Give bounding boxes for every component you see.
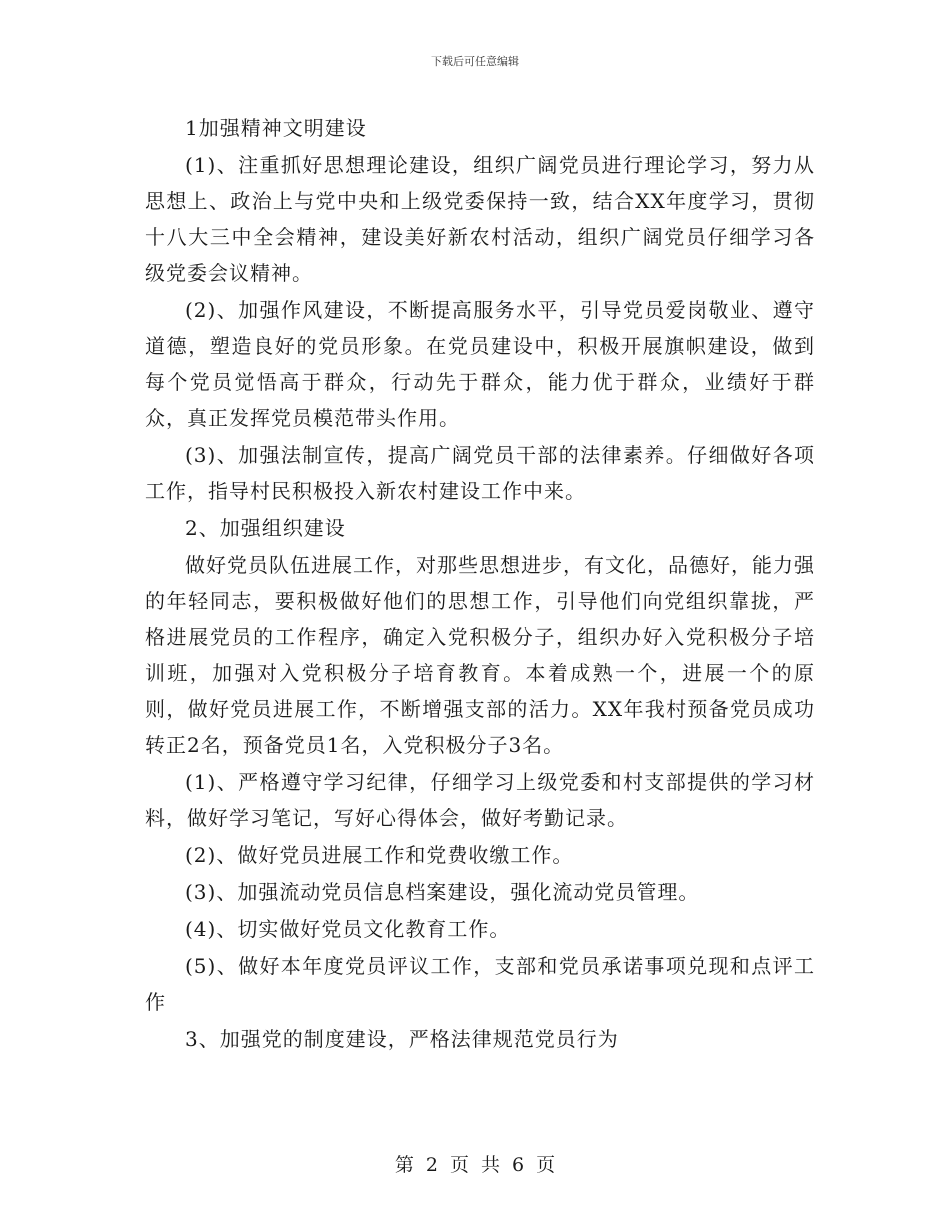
paragraph-1-2: (2)、加强作风建设，不断提高服务水平，引导党员爱岗敬业、遵守道德，塑造良好的党员形象。在党员建设中，积极开展旗帜建设，做到每个党员觉悟高于群众，行动先于群众，能力优于群众，业绩好于群众，真正发挥党员模范带头作用。	[145, 298, 815, 430]
paragraph-2-3: (3)、加强流动党员信息档案建设，强化流动党员管理。	[185, 880, 700, 904]
paragraph-2-2: (2)、做好党员进展工作和党费收缴工作。	[185, 843, 574, 867]
page-header: 下载后可任意编辑	[431, 55, 519, 68]
section-1-heading: 1加强精神文明建设	[185, 116, 367, 140]
paragraph-1-3: (3)、加强法制宣传，提高广阔党员干部的法律素养。仔细做好各项工作，指导村民积极投入新农村建设工作中来。	[145, 443, 815, 503]
document-body	[145, 110, 815, 1058]
paragraph-2-1: (1)、严格遵守学习纪律，仔细学习上级党委和村支部提供的学习材料，做好学习笔记，写好心得体会，做好考勤记录。	[145, 770, 815, 830]
paragraph-2-5: (5)、做好本年度党员评议工作，支部和党员承诺事项兑现和点评工作	[145, 954, 815, 1014]
section-2-heading: 2、加强组织建设	[185, 516, 346, 540]
paragraph-2-4: (4)、切实做好党员文化教育工作。	[185, 917, 511, 941]
page-number: 第 2 页 共 6 页	[394, 1154, 556, 1176]
paragraph-1-1: (1)、注重抓好思想理论建设，组织广阔党员进行理论学习，努力从思想上、政治上与党中央和上级党委保持一致，结合XX年度学习，贯彻十八大三中全会精神，建设美好新农村活动，组织广阔党员仔细学习各级党委会议精神。	[145, 153, 815, 285]
section-3-heading: 3、加强党的制度建设，严格法律规范党员行为	[185, 1027, 619, 1051]
paragraph-2-intro: 做好党员队伍进展工作，对那些思想进步，有文化，品德好，能力强的年轻同志，要积极做好他们的思想工作，引导他们向党组织靠拢，严格进展党员的工作程序，确定入党积极分子，组织办好入党积极分子培训班，加强对入党积极分子培育教育。本着成熟一个，进展一个的原则，做好党员进展工作，不断增强支部的活力。XX年我村预备党员成功转正2名，预备党员1名，入党积极分子3名。	[145, 553, 815, 757]
